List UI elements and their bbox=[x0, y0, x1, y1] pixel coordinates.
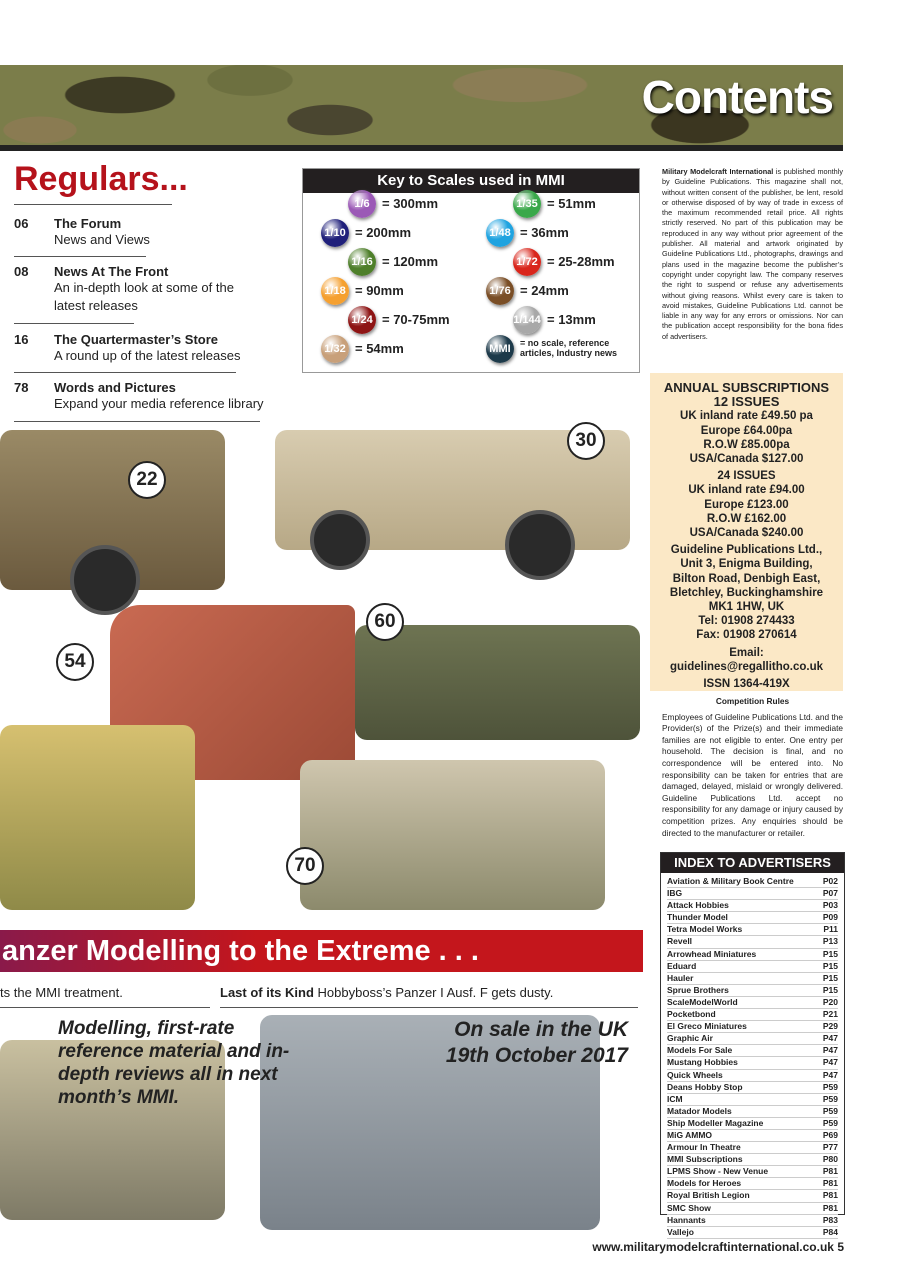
page-badge[interactable]: 30 bbox=[567, 422, 605, 460]
scale-ball: 1/35 bbox=[513, 190, 541, 218]
scale-size: = 51mm bbox=[547, 196, 596, 211]
advertiser-row bbox=[667, 876, 838, 888]
scale-size: = 24mm bbox=[520, 283, 569, 298]
scale-ball: 1/48 bbox=[486, 219, 514, 247]
promo-text: Modelling, first-rate reference material and in-depth reviews all in next month’s MMI. bbox=[58, 1018, 290, 1108]
advertiser-row bbox=[667, 1154, 838, 1166]
advertiser-name: Arrowhead Miniatures bbox=[667, 948, 757, 959]
advertiser-page: P83 bbox=[822, 1214, 838, 1225]
advertiser-page: P84 bbox=[822, 1226, 838, 1237]
contents-item[interactable] bbox=[14, 332, 264, 365]
subscription-line: ISSN 1364-419X bbox=[703, 678, 790, 691]
advertiser-name: Royal British Legion bbox=[667, 1190, 750, 1201]
scale-ball: 1/144 bbox=[513, 306, 541, 334]
advertiser-page: P69 bbox=[822, 1129, 838, 1140]
advertiser-page: P29 bbox=[822, 1021, 838, 1032]
scale-ball: 1/16 bbox=[348, 248, 376, 276]
advertiser-row bbox=[667, 997, 838, 1009]
advertiser-row bbox=[667, 973, 838, 985]
advertiser-name: SMC Show bbox=[667, 1202, 711, 1213]
advertiser-row bbox=[667, 1033, 838, 1045]
advertiser-name: Mustang Hobbies bbox=[667, 1057, 738, 1068]
subscription-line: USA/Canada $127.00 bbox=[689, 453, 804, 466]
subscription-line: 24 ISSUES bbox=[717, 470, 776, 483]
advertiser-name: Quick Wheels bbox=[667, 1069, 723, 1080]
page-number: 5 bbox=[837, 1240, 844, 1254]
subscription-line: Guideline Publications Ltd., bbox=[670, 544, 823, 557]
regulars-heading: Regulars... bbox=[14, 160, 188, 198]
advertiser-name: Sprue Brothers bbox=[667, 984, 729, 995]
advertiser-row bbox=[667, 924, 838, 936]
wheel bbox=[505, 510, 575, 580]
advertiser-row bbox=[667, 1106, 838, 1118]
advertiser-row bbox=[667, 888, 838, 900]
advertiser-page: P80 bbox=[822, 1154, 838, 1165]
advertiser-row bbox=[667, 985, 838, 997]
header-divider bbox=[0, 145, 843, 151]
on-sale-text: On sale in the UK 19th October 2017 bbox=[445, 1018, 628, 1067]
subscription-line: UK inland rate £49.50 pa bbox=[680, 410, 813, 423]
advertisers-title: INDEX TO ADVERTISERS bbox=[661, 853, 844, 873]
advertiser-page: P77 bbox=[822, 1142, 838, 1153]
advertiser-page: P47 bbox=[822, 1069, 838, 1080]
advertiser-page: P02 bbox=[822, 876, 838, 886]
advertiser-name: Tetra Model Works bbox=[667, 924, 743, 935]
subscription-line: Bletchley, Buckinghamshire bbox=[669, 586, 824, 599]
subscription-line: R.O.W £162.00 bbox=[706, 512, 787, 525]
advertiser-name: Models for Heroes bbox=[667, 1178, 742, 1189]
wheel bbox=[70, 545, 140, 615]
advertiser-page: P81 bbox=[822, 1166, 838, 1177]
subscription-line: Email: bbox=[729, 646, 764, 659]
advertiser-row bbox=[667, 936, 838, 948]
scale-key-box bbox=[302, 168, 640, 373]
advertiser-name: ICM bbox=[667, 1093, 683, 1104]
advertiser-page: P59 bbox=[822, 1117, 838, 1128]
scale-ball: 1/76 bbox=[486, 277, 514, 305]
advertiser-page: P07 bbox=[822, 888, 838, 899]
subscription-line: Europe £123.00 bbox=[704, 498, 789, 511]
subscription-line: guidelines@regallitho.co.uk bbox=[669, 660, 824, 673]
advertiser-row bbox=[667, 1094, 838, 1106]
page-title: Contents bbox=[641, 71, 833, 123]
footer bbox=[592, 1240, 844, 1254]
subscription-line: R.O.W £85.00pa bbox=[703, 438, 790, 451]
page-badge[interactable]: 60 bbox=[366, 603, 404, 641]
advertiser-row bbox=[667, 1045, 838, 1057]
advertiser-row bbox=[667, 1070, 838, 1082]
advertiser-row bbox=[667, 1130, 838, 1142]
scale-size: = 25-28mm bbox=[547, 254, 615, 269]
advertiser-row bbox=[667, 1057, 838, 1069]
page-number: 08 bbox=[14, 264, 29, 279]
advertiser-name: Graphic Air bbox=[667, 1033, 713, 1044]
subscription-line: Unit 3, Enigma Building, bbox=[680, 558, 813, 571]
page-badge[interactable]: 70 bbox=[286, 847, 324, 885]
item-title: Words and Pictures bbox=[54, 380, 176, 395]
scale-ball: 1/72 bbox=[513, 248, 541, 276]
advertiser-row bbox=[667, 1021, 838, 1033]
advertiser-page: P15 bbox=[822, 948, 838, 959]
advertiser-row bbox=[667, 1082, 838, 1094]
divider bbox=[14, 372, 236, 373]
advertiser-page: P47 bbox=[822, 1045, 838, 1056]
legal-text: is published monthly by Guideline Publications. This magazine shall not, without written consent of the publisher, be lent, resold or otherwise disposed of by way of trade in excess of the maximum recommended retail price. All rights strictly reserved. No part of this publication may be reproduced in any way without prior agreement of the publisher. All material and artwork originated by Guideline Publications Ltd., photographs, drawings and plans used in the magazine become the publisher’s copyright under copyright law. The company reserves the right to suspend or refuse any advertisements without giving reasons. Whilst every care is taken to avoid mistakes, Guideline Publications Ltd. cannot be liable in any way for any errors or omissions. Nor can the publication accept responsibility for the bona fides of advertisers. bbox=[662, 167, 843, 341]
divider bbox=[14, 323, 134, 324]
advertiser-name: Hauler bbox=[667, 972, 694, 983]
advertiser-name: IBG bbox=[667, 888, 683, 899]
advertiser-page: P11 bbox=[823, 924, 838, 935]
advertiser-name: Matador Models bbox=[667, 1105, 732, 1116]
recovery-tank-photo bbox=[355, 625, 640, 740]
advertiser-page: P03 bbox=[822, 900, 838, 911]
item-desc: Expand your media reference library bbox=[54, 396, 264, 411]
scale-ball: 1/6 bbox=[348, 190, 376, 218]
advertiser-name: Deans Hobby Stop bbox=[667, 1081, 743, 1092]
subscriptions-box bbox=[650, 373, 843, 691]
advertiser-page: P59 bbox=[822, 1105, 838, 1116]
advertiser-page: P59 bbox=[822, 1081, 838, 1092]
advertiser-name: Thunder Model bbox=[667, 912, 728, 923]
advertiser-page: P81 bbox=[822, 1178, 838, 1189]
advertiser-row bbox=[667, 961, 838, 973]
scale-size: = 13mm bbox=[547, 312, 596, 327]
divider bbox=[220, 1007, 638, 1008]
advertiser-row bbox=[667, 1009, 838, 1021]
page-number: 16 bbox=[14, 332, 29, 347]
advertiser-row bbox=[667, 912, 838, 924]
advertiser-row bbox=[667, 1203, 838, 1215]
advertiser-page: P20 bbox=[822, 996, 838, 1007]
advertiser-name: Pocketbond bbox=[667, 1009, 716, 1020]
advertiser-name: Armour In Theatre bbox=[667, 1142, 741, 1153]
advertiser-page: P15 bbox=[822, 972, 838, 983]
competition-title: Competition Rules bbox=[715, 696, 790, 706]
subscription-line: USA/Canada $240.00 bbox=[689, 527, 804, 540]
advertiser-name: Revell bbox=[667, 936, 693, 947]
subscription-line: Europe £64.00pa bbox=[700, 424, 793, 437]
panther-tank-photo bbox=[300, 760, 605, 910]
divider bbox=[14, 256, 146, 257]
page-badge[interactable]: 54 bbox=[56, 643, 94, 681]
advertiser-row bbox=[667, 1178, 838, 1190]
scale-size: = no scale, reference articles, Industry news bbox=[520, 338, 618, 358]
advertiser-page: P81 bbox=[822, 1202, 838, 1213]
subscription-line: 12 ISSUES bbox=[713, 394, 780, 410]
scale-ball: 1/18 bbox=[321, 277, 349, 305]
advertiser-page: P13 bbox=[822, 936, 838, 947]
competition-rules bbox=[662, 696, 843, 839]
subscription-line: Tel: 01908 274433 bbox=[698, 615, 795, 628]
item-desc: An in-depth look at some of the latest releases bbox=[54, 280, 234, 313]
advertiser-name: Hannants bbox=[667, 1214, 706, 1225]
competition-text: Employees of Guideline Publications Ltd. and the Provider(s) of the Prize(s) and their immediate families are not eligible to enter. One entry per household. The decision is final, and no correspondence will be entered into. No responsibility can be taken for entries that are damaged, delayed, mislaid or wrongly delivered. Guideline Publications Ltd. accept no responsibility for any damage or injury caused by competition prizes. Any enquiries should be directed to the manufacturer or retailer. bbox=[662, 711, 843, 838]
advertiser-row bbox=[667, 1227, 838, 1239]
subscription-line: Bilton Road, Denbigh East, bbox=[672, 572, 821, 585]
advertiser-page: P59 bbox=[822, 1093, 838, 1104]
scale-ball: 1/32 bbox=[321, 335, 349, 363]
caption-text: Hobbyboss’s Panzer I Ausf. F gets dusty. bbox=[317, 985, 554, 1000]
caption-title: Last of its Kind bbox=[220, 985, 314, 1000]
advertiser-page: P15 bbox=[822, 960, 838, 971]
legal-notice bbox=[662, 167, 843, 342]
scale-ball: 1/10 bbox=[321, 219, 349, 247]
apc-photo bbox=[0, 725, 195, 910]
scale-size: = 300mm bbox=[382, 196, 439, 211]
legal-title: Military Modelcraft International bbox=[662, 167, 774, 176]
contents-item[interactable] bbox=[14, 264, 254, 315]
advertiser-name: MMI Subscriptions bbox=[667, 1154, 743, 1165]
advertiser-name: Aviation & Military Book Centre bbox=[667, 876, 794, 886]
advertiser-name: Vallejo bbox=[667, 1226, 694, 1237]
item-desc: News and Views bbox=[54, 232, 150, 247]
scale-ball: 1/24 bbox=[348, 306, 376, 334]
advertiser-name: Eduard bbox=[667, 960, 697, 971]
scale-ball: MMI bbox=[486, 335, 514, 363]
contents-item[interactable] bbox=[14, 380, 274, 413]
scale-size: = 90mm bbox=[355, 283, 404, 298]
subscription-line: MK1 1HW, UK bbox=[708, 601, 785, 614]
next-issue-banner: anzer Modelling to the Extreme . . . bbox=[0, 930, 643, 972]
divider bbox=[14, 421, 260, 422]
advertisers-index bbox=[660, 852, 845, 1237]
advertiser-page: P81 bbox=[822, 1190, 838, 1201]
advertiser-name: Attack Hobbies bbox=[667, 900, 729, 911]
advertiser-row bbox=[667, 900, 838, 912]
advertiser-row bbox=[667, 1166, 838, 1178]
advertiser-page: P15 bbox=[822, 984, 838, 995]
advertiser-name: El Greco Miniatures bbox=[667, 1021, 747, 1032]
subscription-line: Fax: 01908 270614 bbox=[696, 629, 797, 642]
advertiser-page: P21 bbox=[822, 1009, 838, 1020]
scale-key-title: Key to Scales used in MMI bbox=[303, 169, 639, 193]
page-badge[interactable]: 22 bbox=[128, 461, 166, 499]
website-url[interactable]: www.militarymodelcraftinternational.co.uk bbox=[592, 1240, 834, 1254]
caption-left: ts the MMI treatment. bbox=[0, 985, 123, 1000]
item-title: The Forum bbox=[54, 216, 122, 231]
scale-size: = 36mm bbox=[520, 225, 569, 240]
item-desc: A round up of the latest releases bbox=[54, 348, 241, 363]
page-number: 78 bbox=[14, 380, 29, 395]
contents-item[interactable] bbox=[14, 216, 264, 249]
item-title: News At The Front bbox=[54, 264, 169, 279]
subscription-line: UK inland rate £94.00 bbox=[688, 484, 805, 497]
advertiser-row bbox=[667, 1118, 838, 1130]
advertiser-name: Ship Modeller Magazine bbox=[667, 1117, 764, 1128]
scale-size: = 54mm bbox=[355, 341, 404, 356]
advertiser-name: MiG AMMO bbox=[667, 1129, 713, 1140]
advertiser-page: P09 bbox=[822, 912, 838, 923]
advertiser-page: P47 bbox=[822, 1057, 838, 1068]
divider bbox=[14, 204, 172, 205]
scale-size: = 200mm bbox=[355, 225, 412, 240]
wheel bbox=[310, 510, 370, 570]
advertiser-row bbox=[667, 949, 838, 961]
page-number: 06 bbox=[14, 216, 29, 231]
advertiser-name: Models For Sale bbox=[667, 1045, 733, 1056]
advertiser-row bbox=[667, 1215, 838, 1227]
advertiser-name: LPMS Show - New Venue bbox=[667, 1166, 769, 1177]
item-title: The Quartermaster’s Store bbox=[54, 332, 219, 347]
advertiser-page: P47 bbox=[822, 1033, 838, 1044]
scale-size: = 70-75mm bbox=[382, 312, 450, 327]
scale-size: = 120mm bbox=[382, 254, 439, 269]
advertiser-name: ScaleModelWorld bbox=[667, 996, 738, 1007]
advertiser-row bbox=[667, 1190, 838, 1202]
subscription-line: ANNUAL SUBSCRIPTIONS bbox=[663, 380, 830, 395]
divider bbox=[0, 1007, 210, 1008]
advertiser-row bbox=[667, 1142, 838, 1154]
